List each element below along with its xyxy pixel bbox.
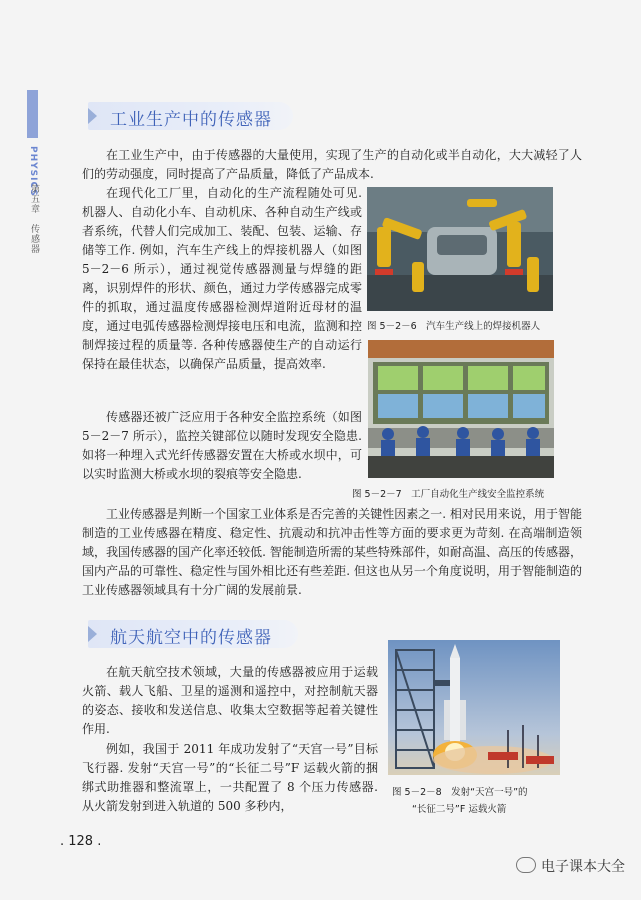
figure-rocket-launch [388, 640, 560, 775]
section-heading-industry [88, 102, 293, 130]
figure-caption: “长征二号”F 运载火箭 [412, 804, 507, 815]
section-heading-aerospace [88, 620, 298, 648]
paragraph: 工业传感器是判断一个国家工业体系是否完善的关键性因素之一. 相对民用来说，用于智能制造的工业传感器在精度、稳定性、抗震动和抗冲击性等方面的要求更为苛刻. 在高端制造领域，我国传感器的国产化率还较低. 智能制造所需的某些特殊部件，如耐高温、高压的传感器，国内产品的可靠性、稳定性与国外相比还有些差距. 但这也从另一个角度说明，用于智能制造的工业传感器领域具有十分广阔的发展前景. [82, 507, 582, 597]
figure-caption: 图 5－2－6 汽车生产线上的焊接机器人 [367, 321, 541, 332]
figure-welding-robots [367, 187, 553, 311]
heading-triangle-icon [88, 108, 97, 124]
wechat-icon [516, 857, 536, 873]
paragraph: 在航天航空技术领域，大量的传感器被应用于运载火箭、载人飞船、卫星的遥测和遥控中，对控制航天器的姿态、接收和发送信息、收集太空数据等起着关键性作用. [82, 665, 378, 736]
paragraph: 例如，我国于 2011 年成功发射了“天宫一号”目标飞行器. 发射“天宫一号”的“长征二号”F 运载火箭的捆绑式助推器和整流罩上，一共配置了 8 个压力传感器. 从火箭发射到进入轨道的 500 多秒内， [82, 742, 378, 813]
figure-caption: 图 5－2－8 发射“天宫一号”的 [392, 787, 528, 798]
heading-triangle-icon [88, 626, 97, 642]
sidebar-accent-bar [27, 90, 38, 138]
subject-label: PHYSICS [28, 146, 38, 197]
figure-control-room [368, 340, 554, 478]
chapter-label: 第五章 传感器 [29, 184, 39, 254]
section-title: 航天航空中的传感器 [110, 628, 272, 648]
watermark-text: 电子课本大全 [541, 859, 625, 875]
paragraph: 传感器还被广泛应用于各种安全监控系统（如图 5－2－7 所示），监控关键部位以随时发现安全隐患. 如将一种埋入式光纤传感器安置在大桥或水坝中，可以实时监测大桥或水坝的裂痕等安全隐患. [82, 410, 362, 481]
figure-caption: 图 5－2－7 工厂自动化生产线安全监控系统 [352, 489, 545, 500]
page-number: . 128 . [60, 834, 102, 849]
watermark [516, 856, 625, 876]
paragraph: 在现代化工厂里，自动化的生产流程随处可见. 机器人、自动化小车、自动机床、各种自动生产线或者系统，代替人们完成加工、装配、包装、运输、存储等工作. 例如，汽车生产线上的焊接机器人（如图 5－2－6 所示），通过视觉传感器测量与焊缝的距离，识别焊件的形状、颜色，通过力学传感器完成零件的抓取，通过温度传感器检测焊道附近母材的温度，通过电弧传感器检测焊接电压和电流，监测和控制焊接过程的质量等. 各种传感器使生产的自动运行保持在最佳状态，以确保产品质量，提高效率. [82, 186, 362, 371]
paragraph: 在工业生产中，由于传感器的大量使用，实现了生产的自动化或半自动化，大大减轻了人们的劳动强度，同时提高了产品质量，降低了产品成本. [82, 148, 582, 181]
section-title: 工业生产中的传感器 [110, 110, 272, 130]
